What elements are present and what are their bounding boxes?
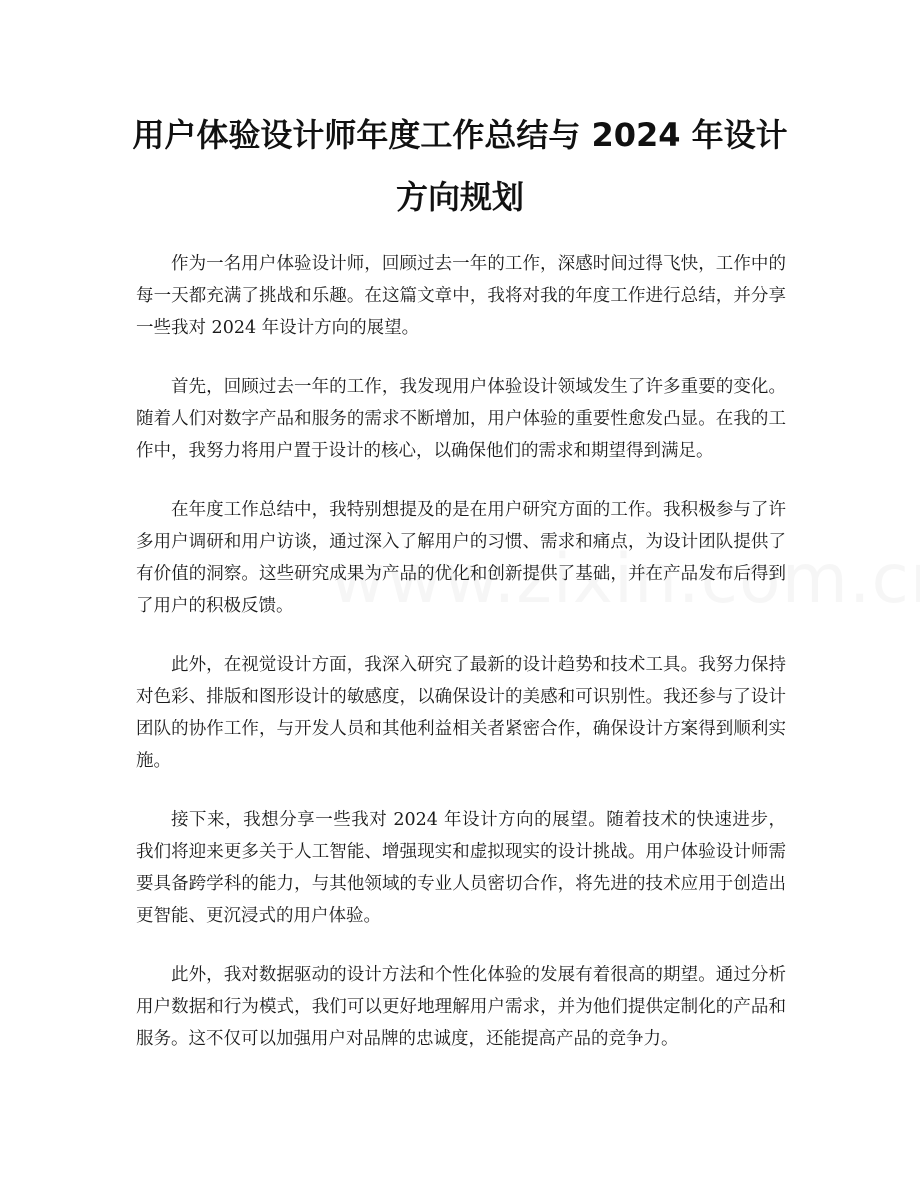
document-body	[136, 248, 786, 1082]
paragraph: 接下来，我想分享一些我对 2024 年设计方向的展望。随着技术的快速进步，我们将迎来更多关于人工智能、增强现实和虚拟现实的设计挑战。用户体验设计师需要具备跨学科的能力，与其他领域的专业人员密切合作，将先进的技术应用于创造出更智能、更沉浸式的用户体验。	[136, 810, 786, 926]
page-title: 用户体验设计师年度工作总结与 2024 年设计方向规划	[132, 116, 788, 216]
paragraph: 在年度工作总结中，我特别想提及的是在用户研究方面的工作。我积极参与了许多用户调研和用户访谈，通过深入了解用户的习惯、需求和痛点，为设计团队提供了有价值的洞察。这些研究成果为产品的优化和创新提供了基础，并在产品发布后得到了用户的积极反馈。	[136, 500, 786, 616]
paragraph: 作为一名用户体验设计师，回顾过去一年的工作，深感时间过得飞快，工作中的每一天都充满了挑战和乐趣。在这篇文章中，我将对我的年度工作进行总结，并分享一些我对 2024 年设计方向的展望。	[136, 254, 786, 338]
paragraph: 此外，在视觉设计方面，我深入研究了最新的设计趋势和技术工具。我努力保持对色彩、排版和图形设计的敏感度，以确保设计的美感和可识别性。我还参与了设计团队的协作工作，与开发人员和其他利益相关者紧密合作，确保设计方案得到顺利实施。	[136, 655, 786, 771]
paragraph: 首先，回顾过去一年的工作，我发现用户体验设计领域发生了许多重要的变化。随着人们对数字产品和服务的需求不断增加，用户体验的重要性愈发凸显。在我的工作中，我努力将用户置于设计的核心，以确保他们的需求和期望得到满足。	[136, 377, 786, 461]
paragraph: 此外，我对数据驱动的设计方法和个性化体验的发展有着很高的期望。通过分析用户数据和行为模式，我们可以更好地理解用户需求，并为他们提供定制化的产品和服务。这不仅可以加强用户对品牌的忠诚度，还能提高产品的竞争力。	[136, 965, 786, 1049]
